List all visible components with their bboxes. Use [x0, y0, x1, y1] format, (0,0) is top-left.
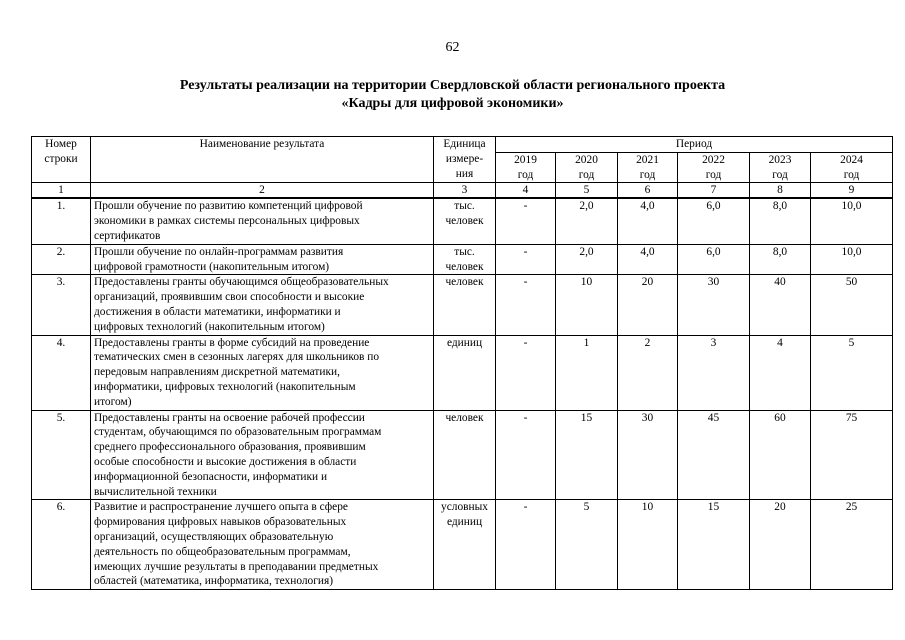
result-name-line: Предоставлены гранты на освоение рабочей профессии [94, 411, 365, 424]
value-2022: 30 [678, 275, 750, 335]
unit-line: тыс. [454, 245, 475, 258]
result-name [91, 500, 434, 590]
value-2020: 15 [556, 410, 618, 500]
value-2022: 45 [678, 410, 750, 500]
result-name-line: экономики в рамках системы персональных цифровых [94, 215, 360, 228]
header-row-number-line: строки [44, 152, 78, 165]
header-year-2023 [750, 152, 811, 183]
result-name-line: организаций, осуществляющих образовательную [94, 530, 334, 543]
result-name [91, 410, 434, 500]
header-row-number [32, 137, 91, 183]
result-name-line: цифровой грамотности (накопительным итогом) [94, 260, 330, 273]
value-2020: 10 [556, 275, 618, 335]
result-name-line: деятельность по общеобразовательным программам, [94, 545, 351, 558]
unit [434, 335, 496, 410]
header-year-suffix: год [639, 168, 656, 181]
result-name-line: информатики, цифровых технологий (накопительным [94, 380, 356, 393]
value-2024: 5 [811, 335, 893, 410]
result-name-line: организаций, проявившим свои способности и высокие [94, 291, 365, 304]
header-year-2024 [811, 152, 893, 183]
value-2023: 8,0 [750, 244, 811, 275]
value-2024: 25 [811, 500, 893, 590]
value-2022: 3 [678, 335, 750, 410]
value-2021: 4,0 [618, 244, 678, 275]
result-name [91, 335, 434, 410]
result-name-line: областей (математика, информатика, технология) [94, 575, 334, 588]
value-2022: 15 [678, 500, 750, 590]
column-number: 3 [434, 183, 496, 199]
header-year-suffix: год [517, 168, 534, 181]
result-name-line: Предоставлены гранты обучающимся общеобразовательных [94, 276, 389, 289]
page-number: 62 [445, 40, 460, 55]
value-2023: 40 [750, 275, 811, 335]
row-number: 4. [32, 335, 91, 410]
header-year-2021 [618, 152, 678, 183]
row-number: 2. [32, 244, 91, 275]
document-title-line-2: «Кадры для цифровой экономики» [341, 96, 564, 111]
unit-line: единиц [446, 516, 483, 529]
value-2022: 6,0 [678, 198, 750, 244]
result-name-line: Прошли обучение по развитию компетенций цифровой [94, 200, 363, 213]
unit-line: человек [445, 260, 484, 273]
result-name-line: Развитие и распространение лучшего опыта в сфере [94, 501, 348, 514]
table-row [32, 275, 893, 335]
table-row [32, 198, 893, 244]
header-unit-line: ния [455, 167, 474, 180]
value-2021: 20 [618, 275, 678, 335]
unit-line: единиц [446, 336, 483, 349]
header-period: Период [496, 137, 893, 153]
table-row [32, 410, 893, 500]
value-2024: 10,0 [811, 198, 893, 244]
value-2021: 10 [618, 500, 678, 590]
value-2020: 2,0 [556, 198, 618, 244]
header-year-value: 2020 [575, 153, 598, 166]
header-year-suffix: год [843, 168, 860, 181]
unit [434, 410, 496, 500]
result-name [91, 275, 434, 335]
unit-line: человек [445, 276, 484, 289]
result-name-line: Предоставлены гранты в форме субсидий на проведение [94, 336, 370, 349]
value-2021: 4,0 [618, 198, 678, 244]
result-name-line: тематических смен в сезонных лагерях для школьников по [94, 351, 380, 364]
value-2020: 5 [556, 500, 618, 590]
column-numbering-row [32, 183, 893, 199]
result-name [91, 198, 434, 244]
column-number: 6 [618, 183, 678, 199]
value-2021: 2 [618, 335, 678, 410]
column-number: 4 [496, 183, 556, 199]
result-name-line: информационной безопасности, информатики и [94, 470, 328, 483]
unit [434, 275, 496, 335]
value-2019: - [496, 244, 556, 275]
result-name-line: Прошли обучение по онлайн-программам развития [94, 245, 344, 258]
value-2019: - [496, 198, 556, 244]
header-year-value: 2022 [702, 153, 725, 166]
result-name-line: студентам, обучающимся по образовательным программам [94, 426, 382, 439]
results-table-body [32, 137, 893, 590]
row-number: 5. [32, 410, 91, 500]
header-year-suffix: год [578, 168, 595, 181]
column-number: 9 [811, 183, 893, 199]
unit [434, 500, 496, 590]
table-row [32, 335, 893, 410]
value-2021: 30 [618, 410, 678, 500]
header-unit [434, 137, 496, 183]
header-year-suffix: год [772, 168, 788, 181]
value-2023: 8,0 [750, 198, 811, 244]
header-year-value: 2023 [768, 153, 792, 166]
unit-line: условных [441, 501, 488, 514]
column-number: 5 [556, 183, 618, 199]
value-2024: 50 [811, 275, 893, 335]
unit-line: человек [445, 411, 484, 424]
value-2019: - [496, 275, 556, 335]
header-year-suffix: год [705, 168, 722, 181]
column-number: 7 [678, 183, 750, 199]
results-table [31, 136, 893, 590]
header-row-1 [32, 137, 893, 153]
value-2019: - [496, 500, 556, 590]
table-row [32, 244, 893, 275]
unit-line: человек [445, 215, 484, 228]
header-row-number-line: Номер [45, 138, 77, 150]
header-year-value: 2021 [636, 153, 659, 166]
value-2020: 2,0 [556, 244, 618, 275]
header-year-2022 [678, 152, 750, 183]
column-number: 1 [32, 183, 91, 199]
header-year-value: 2019 [514, 153, 537, 166]
value-2019: - [496, 335, 556, 410]
row-number: 1. [32, 198, 91, 244]
header-year-value: 2024 [840, 153, 863, 166]
result-name-line: передовым направлениям дискретной математики, [94, 366, 340, 379]
column-number: 8 [750, 183, 811, 199]
document-title-line-1: Результаты реализации на территории Свердловской области регионального проекта [179, 78, 726, 93]
result-name-line: итогом) [94, 395, 132, 408]
result-name-line: среднего профессионального образования, проявившим [94, 441, 366, 454]
result-name-line: особые способности и высокие достижения в области [94, 455, 357, 468]
row-number: 6. [32, 500, 91, 590]
row-number: 3. [32, 275, 91, 335]
header-unit-line: Единица [443, 138, 486, 150]
value-2023: 4 [750, 335, 811, 410]
column-number: 2 [91, 183, 434, 199]
header-year-2019 [496, 152, 556, 183]
result-name-line: формирования цифровых навыков образовательных [94, 516, 347, 529]
value-2022: 6,0 [678, 244, 750, 275]
value-2023: 20 [750, 500, 811, 590]
header-result-name: Наименование результата [91, 137, 434, 183]
header-unit-line: измере- [445, 152, 484, 165]
table-row [32, 500, 893, 590]
value-2019: - [496, 410, 556, 500]
result-name-line: имеющих лучшие результаты в преподавании предметных [94, 560, 379, 573]
result-name-line: достижения в области математики, информатики и [94, 305, 341, 318]
unit [434, 198, 496, 244]
result-name-line: цифровых технологий (накопительным итогом) [94, 320, 325, 333]
result-name [91, 244, 434, 275]
document-title [0, 77, 905, 113]
unit-line: тыс. [454, 200, 475, 213]
result-name-line: сертификатов [94, 229, 161, 242]
header-year-2020 [556, 152, 618, 183]
value-2023: 60 [750, 410, 811, 500]
value-2020: 1 [556, 335, 618, 410]
result-name-line: вычислительной техники [94, 485, 217, 498]
value-2024: 10,0 [811, 244, 893, 275]
value-2024: 75 [811, 410, 893, 500]
unit [434, 244, 496, 275]
